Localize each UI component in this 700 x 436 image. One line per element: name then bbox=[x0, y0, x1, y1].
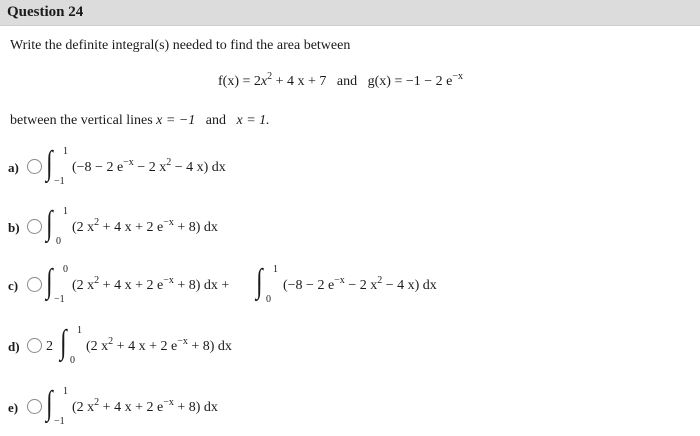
integrand: (−8 − 2 $e^{-x} - 2$ $x^2 - 4$ x) dx bbox=[72, 157, 226, 175]
integrand: (2 $x^2 + 4$ x + 2 $e^{-x} + 8$) dx bbox=[86, 336, 232, 354]
question-prompt bbox=[10, 38, 350, 54]
integral-sign: ∫ bbox=[46, 263, 53, 300]
option-b-radio[interactable] bbox=[27, 219, 42, 234]
coefficient: 2 bbox=[46, 339, 53, 354]
upper-limit: 1 bbox=[63, 206, 68, 217]
line-x1: x = −1 bbox=[156, 113, 196, 128]
lines-prefix: between the vertical lines bbox=[10, 113, 157, 128]
option-c bbox=[0, 263, 700, 306]
upper-limit: 1 bbox=[63, 146, 68, 157]
f-exponent: 2 bbox=[267, 71, 273, 82]
option-letter: d) bbox=[8, 339, 20, 354]
option-e bbox=[0, 385, 700, 428]
option-a bbox=[0, 145, 700, 188]
lower-limit: −1 bbox=[54, 176, 65, 187]
option-letter: b) bbox=[8, 220, 20, 235]
option-e-radio[interactable] bbox=[27, 399, 42, 414]
integral-sign: ∫ bbox=[60, 324, 67, 361]
option-letter: e) bbox=[8, 400, 19, 415]
question-title: Question 24 bbox=[7, 4, 84, 20]
and-word: and bbox=[336, 74, 358, 89]
f-label: f(x) = 2 bbox=[218, 74, 261, 89]
lower-limit: 0 bbox=[56, 236, 61, 247]
integral-sign-2: ∫ bbox=[256, 263, 263, 300]
option-b bbox=[0, 205, 700, 248]
lower-limit: −1 bbox=[54, 416, 65, 427]
option-d-radio[interactable] bbox=[27, 338, 42, 353]
vertical-lines-text bbox=[10, 113, 270, 129]
option-c-radio[interactable] bbox=[27, 277, 42, 292]
f-x: x bbox=[260, 74, 268, 89]
lower-limit: −1 bbox=[54, 294, 65, 305]
prompt-text: Write the definite integral(s) needed to find the area between bbox=[10, 38, 351, 53]
g-label: g(x) = −1 − 2 e bbox=[367, 74, 453, 89]
upper-limit-2: 1 bbox=[273, 264, 278, 275]
lines-and: and bbox=[205, 113, 226, 128]
question-header bbox=[0, 0, 700, 26]
g-exponent: −x bbox=[452, 71, 463, 82]
option-letter: a) bbox=[8, 160, 19, 175]
integrand-2: (−8 − 2 $e^{-x} - 2$ $x^2 - 4$ x) dx bbox=[283, 275, 437, 293]
f-tail: + 4 x + 7 bbox=[272, 74, 327, 89]
upper-limit: 0 bbox=[63, 264, 68, 275]
integral-sign: ∫ bbox=[46, 145, 53, 182]
integrand: (2 $x^2 + 4$ x + 2 $e^{-x} + 8$) dx bbox=[72, 397, 218, 415]
lower-limit-2: 0 bbox=[266, 294, 271, 305]
integrand: (2 $x^2 + 4$ x + 2 $e^{-x} + 8$) dx bbox=[72, 217, 218, 235]
functions-line bbox=[218, 71, 463, 90]
upper-limit: 1 bbox=[63, 386, 68, 397]
integrand: (2 $x^2 + 4$ x + 2 $e^{-x} + 8$) dx + bbox=[72, 275, 230, 293]
option-letter: c) bbox=[8, 278, 19, 293]
option-d bbox=[0, 324, 700, 367]
upper-limit: 1 bbox=[77, 325, 82, 336]
integral-sign: ∫ bbox=[46, 385, 53, 422]
option-a-radio[interactable] bbox=[27, 159, 42, 174]
integral-sign: ∫ bbox=[46, 205, 53, 242]
lower-limit: 0 bbox=[70, 355, 75, 366]
line-x2: x = 1. bbox=[236, 113, 270, 128]
